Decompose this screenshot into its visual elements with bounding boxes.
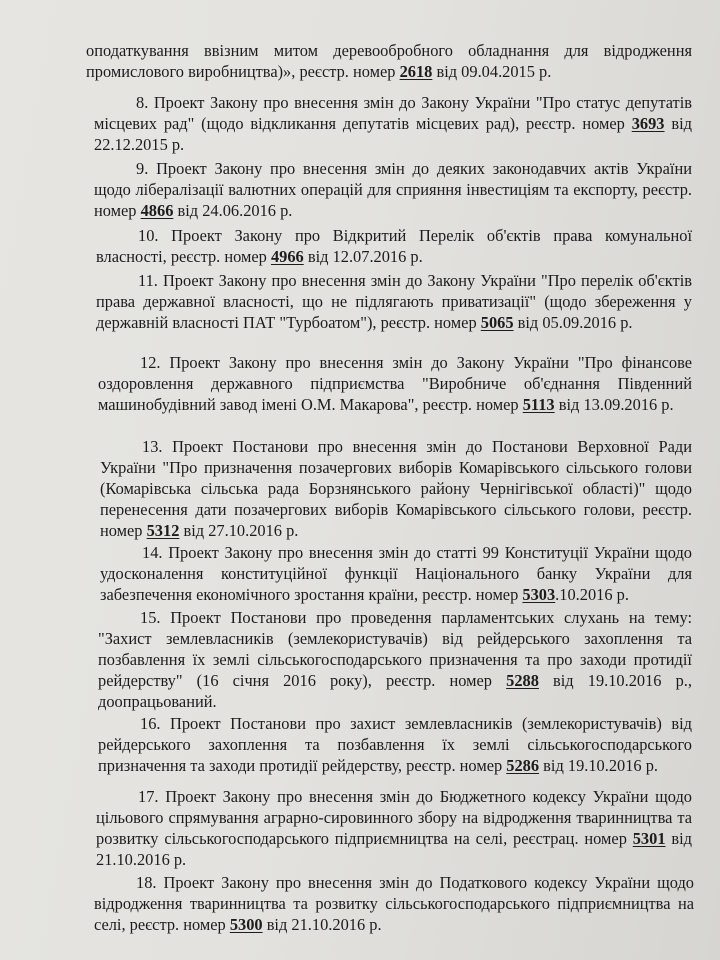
paragraph-text: оподаткування ввізним митом деревообробного обладнання для відродження промислового виробництва)», реєстр. номер [86, 41, 692, 81]
paragraph-date: від 19.10.2016 р. [539, 756, 659, 775]
registration-number: 4966 [270, 247, 304, 266]
paragraph-date: .10.2016 р. [555, 585, 629, 604]
paragraph-text: 16. Проект Постанови про захист землевласників (землекористувачів) від рейдерського захоплення та позбавлення їх землі сільськогосподарського призначення та заходи протидії рейдерству, реєстр. номер [98, 714, 692, 775]
paragraph-item-10 [96, 225, 692, 267]
registration-number: 5312 [146, 521, 180, 540]
paragraph-date: від 24.06.2016 р. [173, 201, 293, 220]
paragraph-item-17 [96, 786, 692, 870]
paragraph-item-15 [98, 607, 692, 712]
registration-number: 5065 [480, 313, 514, 332]
paragraph-date: від 21.10.2016 р. [96, 829, 692, 869]
registration-number: 5303 [522, 585, 556, 604]
paragraph-date: від 05.09.2016 р. [513, 313, 633, 332]
registration-number: 2618 [399, 62, 433, 81]
paragraph-text: 12. Проект Закону про внесення змін до Закону України "Про фінансове оздоровлення державного підприємства "Виробниче об'єднання Південний машинобудівний завод імені О.М. Макарова", реєстр. номер [98, 353, 692, 414]
paragraph-item-9 [94, 158, 692, 221]
paragraph-date: від 27.10.2016 р. [179, 521, 299, 540]
paragraph-date: від 12.07.2016 р. [303, 247, 423, 266]
paragraph-text: 8. Проект Закону про внесення змін до Закону України "Про статус депутатів місцевих рад" (щодо відкликання депутатів місцевих рад), реєстр. номер [94, 93, 692, 133]
paragraph-text: 13. Проект Постанови про внесення змін до Постанови Верховної Ради України "Про призначення позачергових виборів Комарівського сільського голови (Комарівська сільська рада Борзнянського району Чернігівської області)" щодо перенесення дати позачергових виборів Комарівського сільського голови, реєстр. номер [100, 437, 692, 540]
paragraph-text: 18. Проект Закону про внесення змін до Податкового кодексу України щодо відродження тваринництва та розвитку сільськогосподарського підприємництва на селі, реєстр. номер [94, 873, 694, 934]
paragraph-text: 11. Проект Закону про внесення змін до Закону України "Про перелік об'єктів права державної власності, що не підлягають приватизації" (щодо збереження у державній власності ПАТ "Турбоатом"), реєстр. номер [96, 271, 692, 332]
paragraph-item-14 [100, 542, 692, 605]
registration-number: 4866 [140, 201, 174, 220]
paragraph-date: від 21.10.2016 р. [262, 915, 382, 934]
paragraph-date: від 19.10.2016 р., доопрацьований. [98, 671, 693, 711]
paragraph-item-16 [98, 713, 692, 776]
paragraph-date: від 09.04.2015 р. [432, 62, 552, 81]
registration-number: 5113 [522, 395, 555, 414]
paragraph-item-11 [96, 270, 692, 333]
paragraph-date: від 13.09.2016 р. [554, 395, 674, 414]
paragraph-text: 14. Проект Закону про внесення змін до статті 99 Конституції України щодо удосконалення конституційної функції Національного банку України для забезпечення економічного зростання країни, реєстр. номер [100, 543, 692, 604]
paragraph-item-13 [100, 436, 692, 541]
registration-number: 3693 [631, 114, 665, 133]
registration-number: 5286 [506, 756, 540, 775]
paragraph-item-18 [94, 872, 694, 935]
paragraph-text: 10. Проект Закону про Відкритий Перелік об'єктів права комунальної власності, реєстр. номер [96, 226, 692, 266]
paragraph-text: 17. Проект Закону про внесення змін до Бюджетного кодексу України щодо цільового спрямування аграрно-сировинного збору на відродження тваринництва та розвитку сільськогосподарського підприємництва на селі, реєстрац. номер [96, 787, 692, 848]
paragraph-text: 15. Проект Постанови про проведення парламентських слухань на тему: "Захист землевласників (землекористувачів) від рейдерського захоплення та позбавлення їх землі сільськогосподарського призначення та про заходи протидії рейдерству" (16 січня 2016 року), реєстр. номер [98, 608, 692, 690]
paragraph-item-12 [98, 352, 692, 415]
paragraph-date: від 22.12.2015 р. [94, 114, 692, 154]
paragraph-item-8 [94, 92, 692, 155]
paragraph-text: 9. Проект Закону про внесення змін до деяких законодавчих актів України щодо лібералізації валютних операцій для сприяння інвестиціям та експорту, реєстр. номер [94, 159, 692, 220]
registration-number: 5300 [229, 915, 263, 934]
registration-number: 5301 [632, 829, 666, 848]
paragraph-item-7-continued [86, 40, 692, 82]
registration-number: 5288 [506, 671, 539, 690]
